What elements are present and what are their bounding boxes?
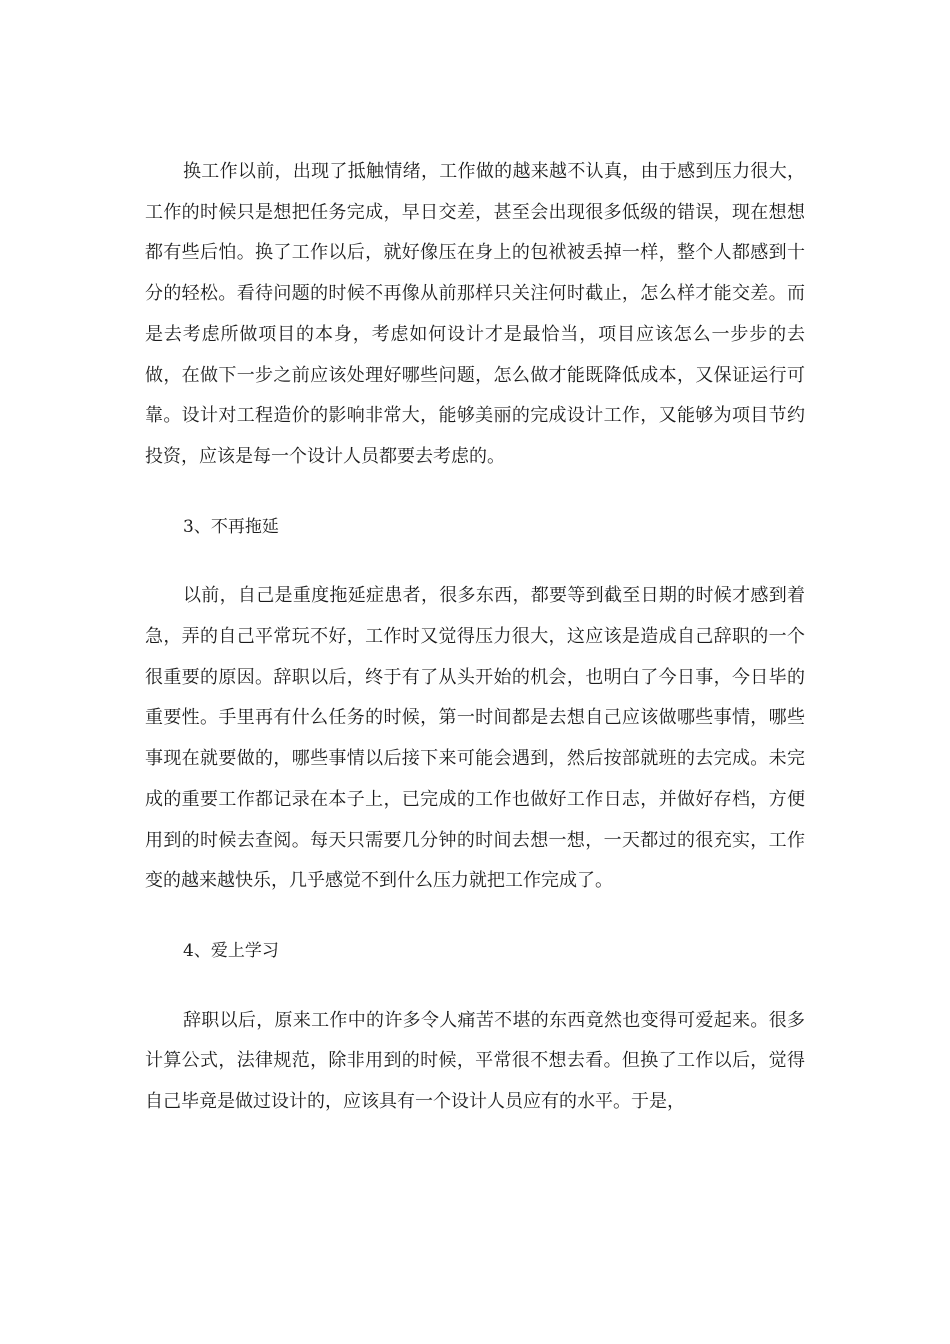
section-heading-love-learning: 4、爱上学习 xyxy=(183,940,279,961)
paragraph-spacer xyxy=(145,478,805,507)
paragraph-learning: 辞职以后，原来工作中的许多令人痛苦不堪的东西竟然也变得可爱起来。很多计算公式，法律规范，除非用到的时候，平常很不想去看。但换了工作以后，觉得自己毕竟是做过设计的，应该具有一个设计人员应有的水平。于是， xyxy=(145,1009,805,1113)
heading-spacer xyxy=(145,547,805,576)
document-body xyxy=(145,152,805,1123)
paragraph-procrastination: 以前，自己是重度拖延症患者，很多东西，都要等到截至日期的时候才感到着急，弄的自己平常玩不好，工作时又觉得压力很大，这应该是造成自己辞职的一个很重要的原因。辞职以后，终于有了从头开始的机会，也明白了今日事，今日毕的重要性。手里再有什么任务的时候，第一时间都是去想自己应该做哪些事情，哪些事现在就要做的，哪些事情以后接下来可能会遇到，然后按部就班的去完成。未完成的重要工作都记录在本子上，已完成的工作也做好工作日志，并做好存档，方便用到的时候去查阅。每天只需要几分钟的时间去想一想，一天都过的很充实，工作变的越来越快乐，几乎感觉不到什么压力就把工作完成了。 xyxy=(145,585,805,892)
section-heading-no-procrastination: 3、不再拖延 xyxy=(183,516,279,537)
heading-spacer xyxy=(145,972,805,1001)
paragraph-work-change: 换工作以前，出现了抵触情绪，工作做的越来越不认真，由于感到压力很大，工作的时候只是想把任务完成，早日交差，甚至会出现很多低级的错误，现在想想都有些后怕。换了工作以后，就好像压在身上的包袱被丢掉一样，整个人都感到十分的轻松。看待问题的时候不再像从前那样只关注何时截止，怎么样才能交差。而是去考虑所做项目的本身，考虑如何设计才是最恰当，项目应该怎么一步步的去做，在做下一步之前应该处理好哪些问题，怎么做才能既降低成本，又保证运行可靠。设计对工程造价的影响非常大，能够美丽的完成设计工作，又能够为项目节约投资，应该是每一个设计人员都要去考虑的。 xyxy=(145,161,805,467)
paragraph-spacer xyxy=(145,902,805,931)
